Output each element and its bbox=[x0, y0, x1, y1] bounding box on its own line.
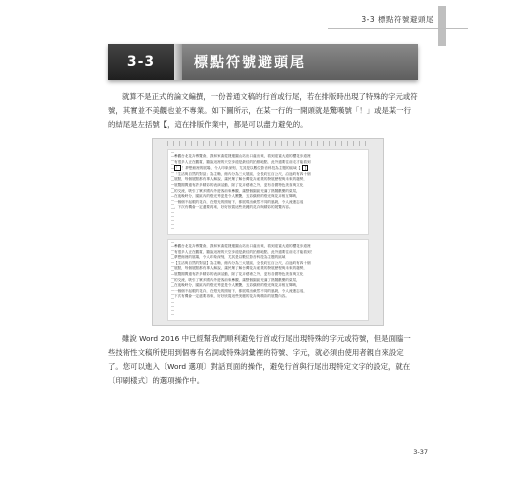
doc-line: 展點，每個展點都有專人解說，讓民眾了解台灣花卉產業的發展歷程與未來的趨勢， bbox=[174, 266, 307, 271]
doc-line-text: ！夢想館裡的展場，令人印象深刻，尤其是以數位影音科技為主題的區域【 bbox=[181, 166, 301, 171]
section-title: 標點符號避頭尾 bbox=[194, 55, 306, 71]
running-head-text: 3-3 標點符號避頭尾 bbox=[361, 15, 434, 24]
doc-line: 的交流，吸引了眾多國內外遊客前來參觀，讓整個園區充滿了熱鬧歡樂的氣氛， bbox=[174, 277, 300, 282]
doc-line: 展覽期間還有許多精彩的表演活動，除了花卉藝術之外，更有各國特色美食與文化 bbox=[174, 182, 304, 187]
margin-marks bbox=[171, 242, 174, 318]
document-page-before bbox=[167, 149, 369, 235]
doc-line: 參觀台北花卉博覽會，我和家曲從捷運圓山站出口處出來，看到迎賓大道的櫻花步道裡 bbox=[174, 244, 311, 248]
doc-line-text: 有很多人正在觀賞，聽說這裡的天空步道是最佳的拍照地點，此外還要往前走才能看到 bbox=[174, 159, 311, 164]
highlight-exclamation: ！ bbox=[175, 166, 180, 171]
doc-line: 的交流，吸引了眾多國內外遊客前來參觀，讓整個園區充滿了熱鬧歡樂的氣氛， bbox=[174, 188, 300, 193]
running-head bbox=[361, 14, 434, 25]
doc-line: 有很多人正在觀賞，聽說這裡的天空步道是最佳的拍照地點，此外還要往前走才能看到！ bbox=[174, 249, 315, 254]
doc-line: 展覽期間還有許多精彩的表演活動，除了花卉藝術之外，更有各國特色美食與文化 bbox=[174, 271, 304, 276]
margin-marks bbox=[171, 152, 174, 232]
thumb-tab bbox=[438, 6, 446, 46]
intro-paragraph: 就算不是正式的論文編撰，一份普通文稿的行首或行尾，若在排版時出現了特殊的字元或符號，其實並不美觀也並不專業。如下圖所示，在某一行的一開頭就是驚嘆號「！」或是某一行的結尾是左括號【，這在排版作業中，都是可以盡力避免的。 bbox=[108, 92, 418, 129]
ruler bbox=[167, 141, 369, 146]
doc-line: 在夜晚時分，園區內的燈光秀更是令人驚艷，五彩繽紛的燈光與花卉相互輝映， bbox=[174, 194, 300, 199]
doc-line: 在夜晚時分，園區內的燈光秀更是令人驚艷，五彩繽紛的燈光與花卉相互輝映， bbox=[174, 283, 300, 288]
body-paragraph: 雖說 Word 2016 中已經幫我們順利避免行首或行尾出現特殊的字元或符號，但是面臨一些技術性文稿所使用到個專有名詞或特殊詞彙裡的符號、字元，就必須由使用者親自來設定了。您可以進入〔Word 選項〕對話頁面的操作，避免行首與行尾出現特定文字的設定，就在〔印刷樣式〕的選項操作中。 bbox=[108, 334, 411, 385]
doc-line: ，下次有機會一定還要再來，好好欣賞這些美麗的花卉與精彩的展覽內容。 bbox=[174, 205, 293, 210]
word-screenshot-figure bbox=[152, 138, 384, 326]
doc-line: 【生活與自然的對話】為主軸，館內分為三大展區，全長約五百公尺，沿途約有四十個 bbox=[174, 260, 311, 265]
doc-line: 夢想館裡的展場，令人印象深刻，尤其是以數位影音科技為主題的區域 bbox=[174, 255, 286, 260]
page-number: 3-37 bbox=[413, 448, 428, 456]
doc-line: 參觀台北花卉博覽會，我和家曲從捷運圓山站出口處出來，看到迎賓大道的櫻花步道裡 bbox=[174, 154, 311, 158]
doc-line: 「生活與自然的對話」為主軸，館內分為三大展區，全長約五百公尺，沿途約有四十個 bbox=[174, 171, 311, 176]
banner-divider bbox=[174, 44, 182, 80]
section-number: 3-3 bbox=[108, 44, 174, 80]
doc-line: 下次有機會一定還要再來，好好欣賞這些美麗的花卉與精彩的展覽內容。 bbox=[174, 294, 289, 299]
highlight-bracket: 【 bbox=[303, 166, 307, 171]
document-page-after bbox=[167, 239, 369, 321]
doc-line: 展點，每個展點都有專人解說，讓民眾了解台灣花卉產業的發展歷程與未來的趨勢， bbox=[174, 177, 307, 182]
doc-line: 一個個不起眼的花卉，在燈光的照射下，都展現出截然不同的風貌，令人流連忘返， bbox=[174, 288, 307, 293]
doc-line bbox=[174, 165, 362, 172]
running-head-rule bbox=[328, 28, 468, 29]
section-banner bbox=[108, 44, 418, 80]
doc-line: 一個個不起眼的花卉，在燈光的照射下，都展現出截然不同的風貌，令人流連忘返 bbox=[174, 199, 304, 204]
